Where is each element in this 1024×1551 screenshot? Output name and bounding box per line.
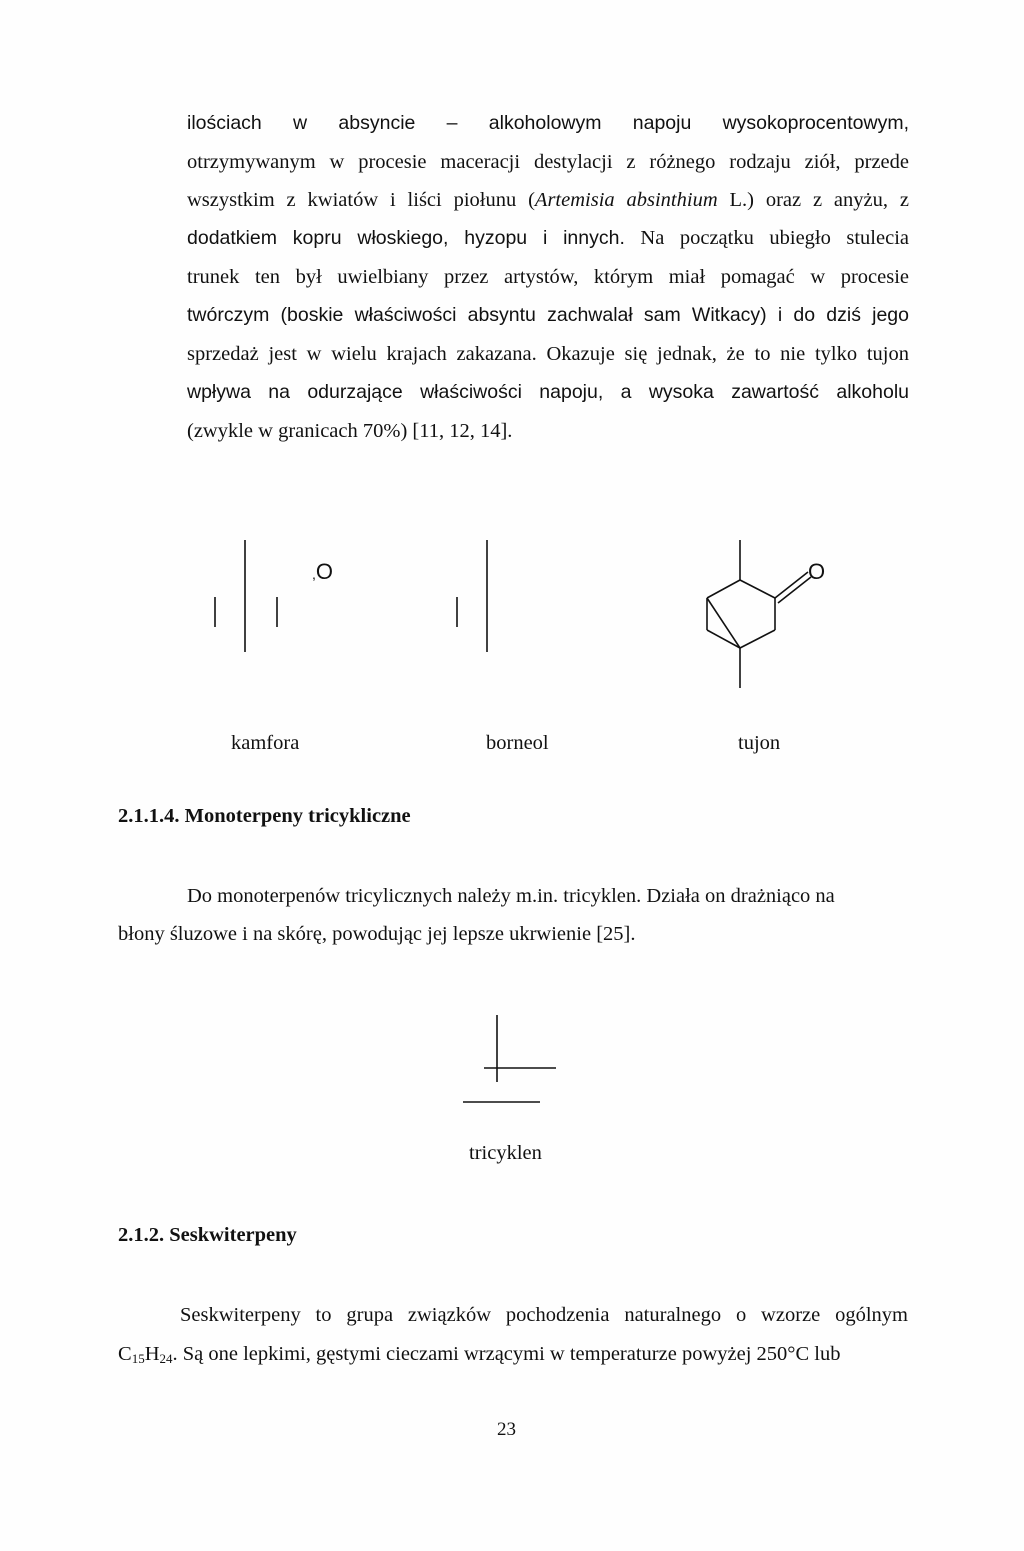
bond <box>740 580 775 598</box>
oxygen-label: O <box>808 559 826 584</box>
structure-caption-borneol: borneol <box>486 732 549 754</box>
section-heading: 2.1.2. Seskwiterpeny <box>118 1224 297 1246</box>
structure-caption-kamfora: kamfora <box>231 732 300 754</box>
paragraph-line: wszystkim z kwiatów i liści piołunu (Artemisia absinthium L.) oraz z anyżu, z <box>187 189 909 211</box>
paragraph-line: $C_{15}H_{24}$. Są one lepkimi, gęstymi cieczami wrzącymi w temperaturze powyżej 250°C lub <box>118 1343 841 1366</box>
bond <box>778 577 811 603</box>
paragraph-line: Seskwiterpeny to grupa związków pochodzenia naturalnego o wzorze ogólnym <box>180 1304 908 1326</box>
section-heading: 2.1.1.4. Monoterpeny tricykliczne <box>118 805 411 827</box>
paragraph-line: trunek ten był uwielbiany przez artystów, którym miał pomagać w procesie <box>187 266 909 288</box>
paragraph-line: otrzymywanym w procesie maceracji destylacji z różnego rodzaju ziół, przede <box>187 151 909 173</box>
paragraph-line: Do monoterpenów tricylicznych należy m.in. tricyklen. Działa on drażniąco na <box>187 885 835 907</box>
paragraph-line: ilościach w absyncie – alkoholowym napoju wysokoprocentowym, <box>187 112 909 134</box>
bond <box>740 630 775 648</box>
oxygen-label: ,O <box>312 559 334 584</box>
structure-caption-tujon: tujon <box>738 732 781 754</box>
paragraph-line: (zwykle w granicach 70%) [11, 12, 14]. <box>187 420 513 442</box>
paragraph-line: wpływa na odurzające właściwości napoju, a wysoka zawartość alkoholu <box>187 381 909 403</box>
page-number: 23 <box>497 1419 516 1440</box>
bond <box>707 598 740 648</box>
paragraph-line: sprzedaż jest w wielu krajach zakazana. Okazuje się jednak, że to nie tylko tujon <box>187 343 909 365</box>
bond <box>775 572 808 598</box>
paragraph-line: błony śluzowe i na skórę, powodując jej lepsze ukrwienie [25]. <box>118 923 636 945</box>
paragraph-line: dodatkiem kopru włoskiego, hyzopu i innych. Na początku ubiegło stulecia <box>187 227 909 249</box>
bond <box>707 580 740 598</box>
bond <box>707 630 740 648</box>
paragraph-line: twórczym (boskie właściwości absyntu zachwalał sam Witkacy) i do dziś jego <box>187 304 909 326</box>
structure-caption-tricyklen: tricyklen <box>469 1142 542 1164</box>
